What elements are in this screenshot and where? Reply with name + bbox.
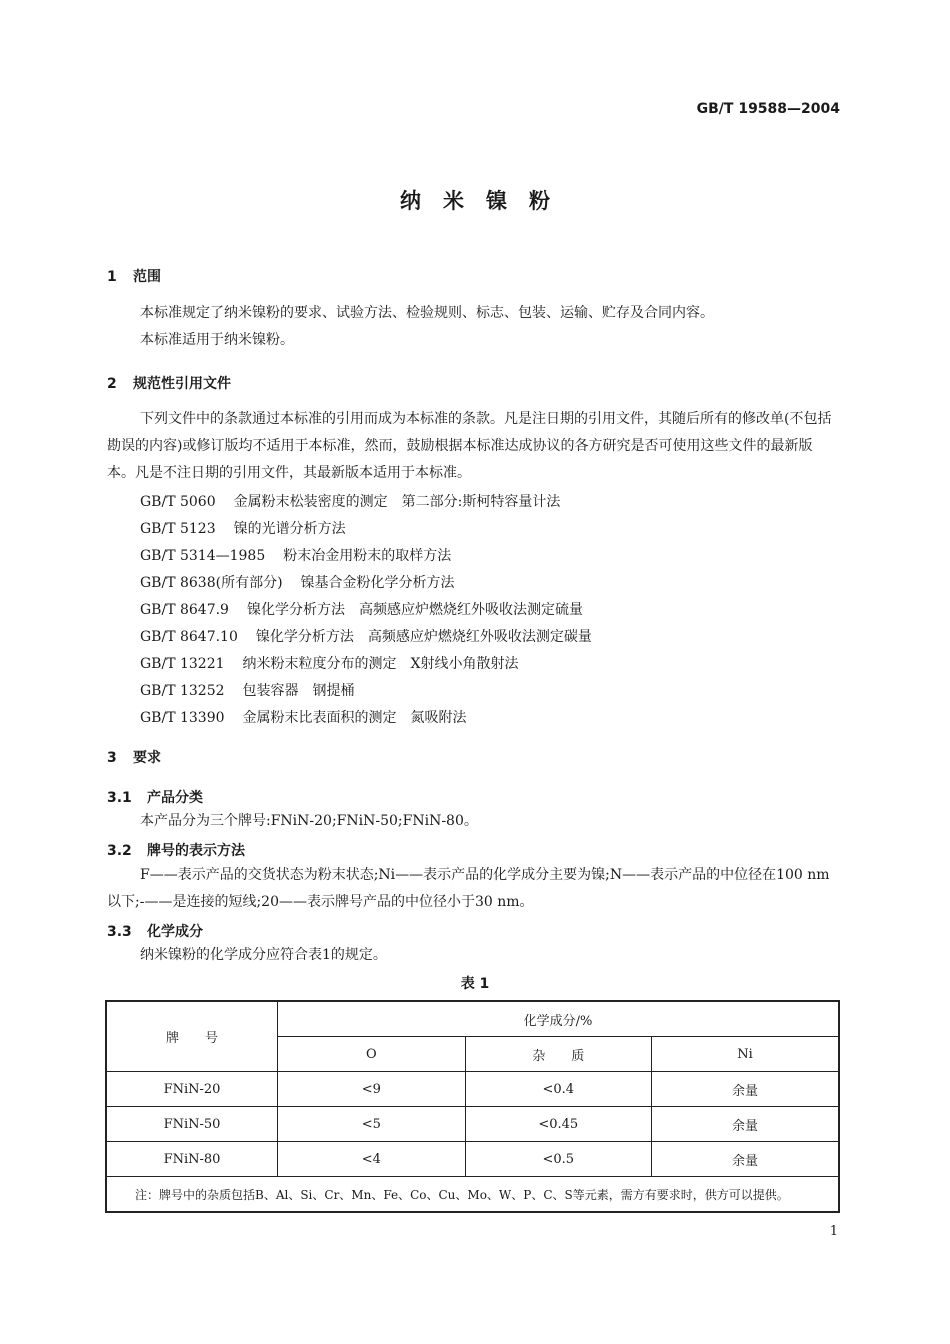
reference-item [140,707,467,727]
section-3-1-text: 本产品分为三个牌号:FNiN-20;FNiN-50;FNiN-80。 [140,813,478,829]
cell-impurity: <0.45 [465,1107,652,1142]
section-number: 3.1 [107,790,132,806]
table-caption: 表 1 [460,976,490,992]
reference-code: GB/T 5314—1985 [140,548,266,564]
reference-title: 包装容器 钢提桶 [242,683,355,699]
table-row [106,1142,839,1177]
table-note: 注：牌号中的杂质包括B、Al、Si、Cr、Mn、Fe、Co、Cu、Mo、W、P、C、S等元素，需方有要求时，供方可以提供。 [106,1177,839,1213]
cell-ni: 余量 [652,1142,839,1177]
reference-code: GB/T 8647.10 [140,629,238,645]
cell-o: <5 [278,1107,465,1142]
section-number: 2 [107,376,117,392]
cell-impurity: <0.5 [465,1142,652,1177]
reference-item [140,572,455,592]
reference-title: 粉末冶金用粉末的取样方法 [283,548,452,564]
reference-title: 金属粉末松装密度的测定 第二部分:斯柯特容量计法 [233,494,561,510]
reference-item [140,599,583,619]
section-title: 规范性引用文件 [133,376,231,392]
table-row [106,1107,839,1142]
chemical-composition-table [105,1000,840,1213]
cell-o: <9 [278,1072,465,1107]
reference-title: 镍的光谱分析方法 [233,521,346,537]
section-number: 1 [107,269,117,285]
section-3-1-heading [107,787,203,807]
header-brand: 牌 号 [106,1001,278,1072]
reference-code: GB/T 5060 [140,494,216,510]
reference-title: 镍化学分析方法 高频感应炉燃烧红外吸收法测定碳量 [255,629,592,645]
reference-title: 镍基合金粉化学分析方法 [300,575,455,591]
section-title: 要求 [133,750,161,766]
cell-ni: 余量 [652,1072,839,1107]
standard-number: GB/T 19588—2004 [696,101,840,117]
section-3-2-heading [107,840,245,860]
page-number: 1 [829,1224,838,1239]
header-ni: Ni [652,1037,839,1072]
page-title: 纳米镍粉 [400,189,572,213]
section-1-para-1: 本标准规定了纳米镍粉的要求、试验方法、检验规则、标志、包装、运输、贮存及合同内容。 [140,305,714,321]
cell-brand: FNiN-20 [106,1072,278,1107]
reference-title: 纳米粉末粒度分布的测定 X射线小角散射法 [242,656,519,672]
table-row [106,1072,839,1107]
section-2-heading [107,373,231,393]
section-1-heading [107,266,161,286]
reference-item [140,653,518,673]
section-title: 产品分类 [147,790,203,806]
reference-item [140,680,355,700]
cell-o: <4 [278,1142,465,1177]
table-note-row [106,1177,839,1213]
reference-code: GB/T 13390 [140,710,225,726]
reference-item [140,518,346,538]
reference-code: GB/T 13252 [140,683,225,699]
cell-ni: 余量 [652,1107,839,1142]
table-header-row [106,1001,839,1037]
reference-code: GB/T 8638(所有部分) [140,575,283,591]
section-3-2-text: F——表示产品的交货状态为粉末状态;Ni——表示产品的化学成分主要为镍;N——表示产品的中位径在100 nm以下;-——是连接的短线;20——表示牌号产品的中位径小于30 nm。 [107,867,830,910]
section-3-heading [107,747,161,767]
section-title: 范围 [133,269,161,285]
reference-code: GB/T 5123 [140,521,216,537]
section-number: 3.2 [107,843,132,859]
section-2-intro: 下列文件中的条款通过本标准的引用而成为本标准的条款。凡是注日期的引用文件，其随后所有的修改单(不包括勘误的内容)或修订版均不适用于本标准，然而，鼓励根据本标准达成协议的各方研究是否可使用这些文件的最新版本。凡是不注日期的引用文件，其最新版本适用于本标准。 [107,411,832,481]
reference-item [140,545,451,565]
header-impurity: 杂 质 [465,1037,652,1072]
section-title: 化学成分 [147,924,203,940]
reference-code: GB/T 8647.9 [140,602,229,618]
section-3-3-text: 纳米镍粉的化学成分应符合表1的规定。 [140,947,387,963]
section-1-para-2: 本标准适用于纳米镍粉。 [140,332,294,348]
reference-code: GB/T 13221 [140,656,225,672]
reference-title: 镍化学分析方法 高频感应炉燃烧红外吸收法测定硫量 [246,602,583,618]
section-3-3-heading [107,921,203,941]
header-o: O [278,1037,465,1072]
cell-brand: FNiN-50 [106,1107,278,1142]
section-title: 牌号的表示方法 [147,843,245,859]
header-group: 化学成分/% [278,1001,839,1037]
section-number: 3.3 [107,924,132,940]
cell-brand: FNiN-80 [106,1142,278,1177]
reference-item [140,626,592,646]
reference-title: 金属粉末比表面积的测定 氮吸附法 [242,710,467,726]
cell-impurity: <0.4 [465,1072,652,1107]
reference-item [140,491,560,511]
section-number: 3 [107,750,117,766]
